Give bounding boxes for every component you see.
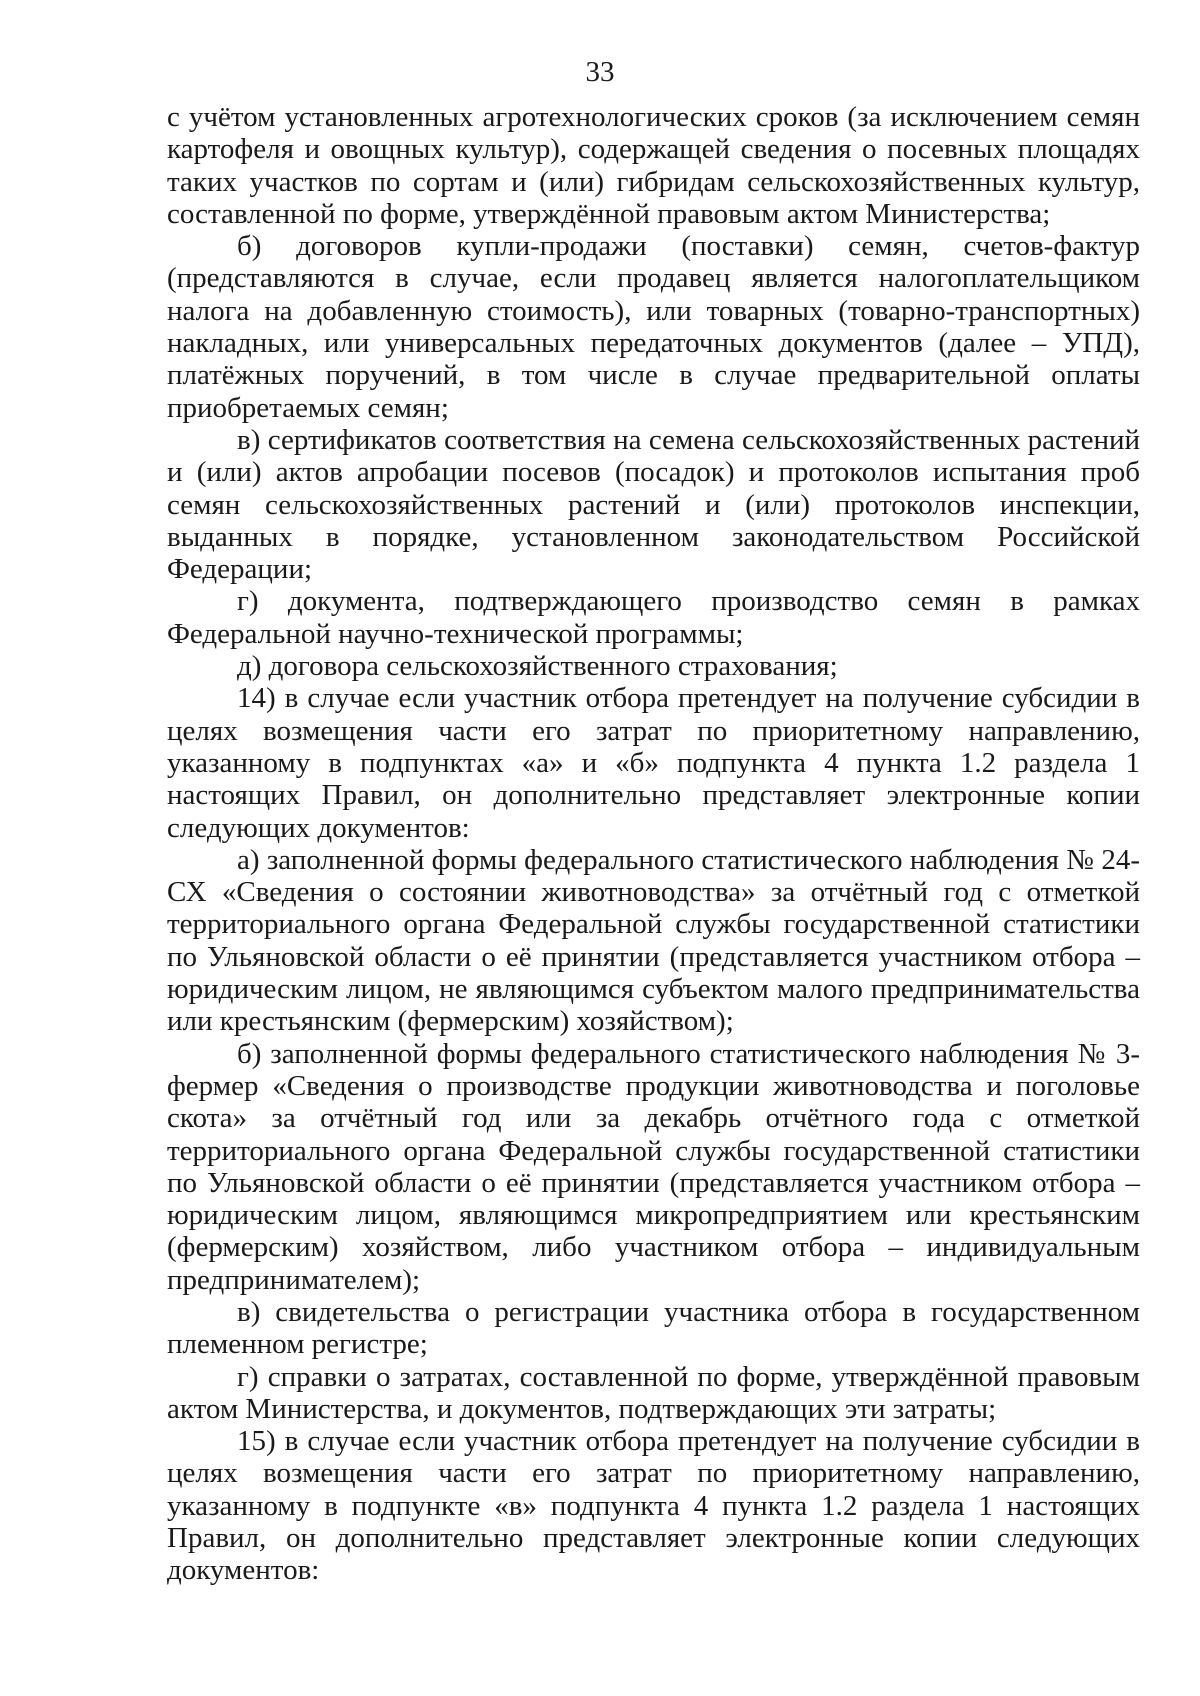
paragraph: г) документа, подтверждающего производство семян в рамках Федеральной научно-технической программы; (167, 585, 1140, 650)
page-number: 33 (585, 56, 615, 88)
paragraph: с учётом установленных агротехнологических сроков (за исключением семян картофеля и овощных культур), содержащей сведения о посевных площадях таких участков по сортам и (или) гибридам сельскохозяйственных культур, составленной по форме, утверждённой правовым актом Министерства; (167, 101, 1140, 230)
paragraph: г) справки о затратах, составленной по форме, утверждённой правовым актом Министерства, и документов, подтверждающих эти затраты; (167, 1360, 1140, 1425)
document-body (167, 101, 1140, 1587)
paragraph: 15) в случае если участник отбора претендует на получение субсидии в целях возмещения части его затрат по приоритетному направлению, указанному в подпункте «в» подпункта 4 пункта 1.2 раздела 1 настоящих Правил, он дополнительно представляет электронные копии следующих документов: (167, 1425, 1140, 1587)
paragraph: в) свидетельства о регистрации участника отбора в государственном племенном регистре; (167, 1295, 1140, 1361)
paragraph: а) заполненной формы федерального статистического наблюдения № 24-СХ «Сведения о состоянии животноводства» за отчётный год с отметкой территориального органа Федеральной службы государственной статистики по Ульяновской области о её принятии (представляется участником отбора – юридическим лицом, не являющимся субъектом малого предпринимательства или крестьянским (фермерским) хозяйством); (167, 843, 1140, 1038)
paragraph: д) договора сельскохозяйственного страхования; (237, 650, 838, 683)
paragraph: в) сертификатов соответствия на семена сельскохозяйственных растений и (или) актов апробации посевов (посадок) и протоколов испытания проб семян сельскохозяйственных растений и (или) протоколов инспекции, выданных в порядке, установленном законодательством Российской Федерации; (167, 423, 1140, 586)
paragraph: 14) в случае если участник отбора претендует на получение субсидии в целях возмещения части его затрат по приоритетному направлению, указанному в подпунктах «а» и «б» подпункта 4 пункта 1.2 раздела 1 настоящих Правил, он дополнительно представляет электронные копии следующих документов: (167, 682, 1140, 844)
paragraph: б) заполненной формы федерального статистического наблюдения № 3-фермер «Сведения о производстве продукции животноводства и поголовье скота» за отчётный год или за декабрь отчётного года с отметкой территориального органа Федеральной службы государственной статистики по Ульяновской области о её принятии (представляется участником отбора – юридическим лицом, являющимся микропредприятием или крестьянским (фермерским) хозяйством, либо участником отбора – индивидуальным предпринимателем); (167, 1037, 1140, 1296)
paragraph: б) договоров купли-продажи (поставки) семян, счетов-фактур (представляются в случае, если продавец является налогоплательщиком налога на добавленную стоимость), или товарных (товарно-транспортных) накладных, или универсальных передаточных документов (далее – УПД), платёжных поручений, в том числе в случае предварительной оплаты приобретаемых семян; (167, 230, 1140, 424)
